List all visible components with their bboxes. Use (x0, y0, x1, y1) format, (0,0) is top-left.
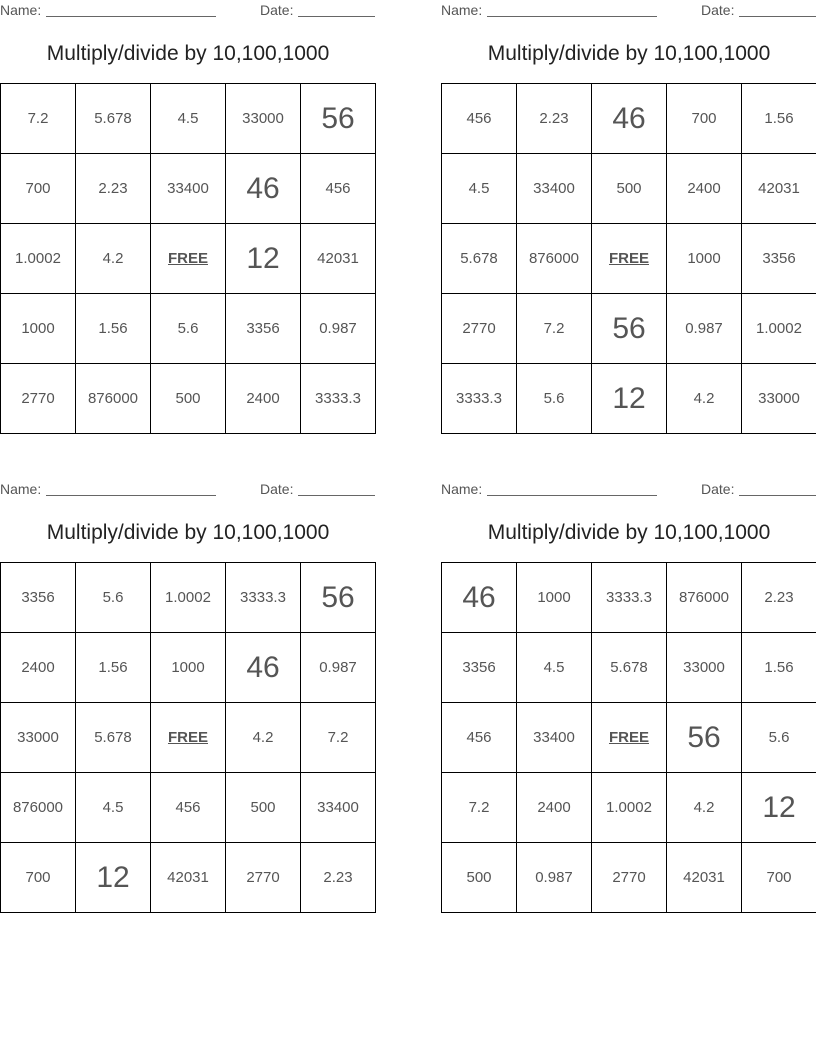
grid-row (442, 224, 816, 294)
grid-cell[interactable]: 4.2 (667, 773, 742, 843)
grid-cell[interactable]: 2400 (226, 364, 301, 434)
date-label: Date: (260, 2, 294, 18)
grid-cell[interactable]: 3333.3 (592, 563, 667, 633)
grid-row (1, 703, 376, 773)
grid-row (442, 563, 816, 633)
bingo-grid (0, 562, 376, 913)
card-title: Multiply/divide by 10,100,1000 (487, 42, 771, 65)
name-line[interactable] (487, 16, 657, 17)
grid-cell[interactable]: 7.2 (442, 773, 517, 843)
date-line[interactable] (298, 16, 375, 17)
grid-cell[interactable]: 1000 (151, 633, 226, 703)
name-line[interactable] (46, 495, 216, 496)
grid-cell[interactable]: 12 (226, 224, 301, 294)
grid-cell[interactable]: 42031 (667, 843, 742, 913)
name-line[interactable] (487, 495, 657, 496)
grid-cell[interactable]: 456 (151, 773, 226, 843)
grid-cell[interactable]: 3356 (442, 633, 517, 703)
grid-cell[interactable]: 3356 (226, 294, 301, 364)
date-line[interactable] (298, 495, 375, 496)
grid-cell[interactable]: 5.678 (76, 703, 151, 773)
grid-cell[interactable]: 5.678 (442, 224, 517, 294)
grid-cell[interactable]: 46 (442, 563, 517, 633)
date-label: Date: (260, 481, 294, 497)
grid-cell[interactable]: 456 (442, 84, 517, 154)
grid-row (1, 294, 376, 364)
grid-cell[interactable]: 5.6 (517, 364, 592, 434)
grid-cell[interactable]: 0.987 (301, 633, 376, 703)
grid-cell[interactable]: 42031 (151, 843, 226, 913)
date-label: Date: (701, 481, 735, 497)
grid-row (1, 224, 376, 294)
grid-cell[interactable]: 2770 (1, 364, 76, 434)
grid-cell[interactable]: 4.5 (517, 633, 592, 703)
grid-row (1, 364, 376, 434)
grid-cell[interactable]: 500 (442, 843, 517, 913)
card-title: Multiply/divide by 10,100,1000 (487, 521, 771, 544)
grid-cell[interactable]: 456 (301, 154, 376, 224)
grid-row (1, 563, 376, 633)
grid-cell[interactable]: 33000 (667, 633, 742, 703)
grid-cell[interactable]: 33000 (226, 84, 301, 154)
grid-cell[interactable]: 4.2 (76, 224, 151, 294)
grid-cell[interactable]: 1000 (517, 563, 592, 633)
grid-cell[interactable]: 33000 (1, 703, 76, 773)
date-line[interactable] (739, 16, 816, 17)
grid-cell[interactable]: 1.56 (76, 294, 151, 364)
grid-row (1, 154, 376, 224)
card-header (441, 0, 816, 20)
card-header (0, 0, 376, 20)
bingo-grid (0, 83, 376, 434)
grid-cell[interactable]: 33000 (742, 364, 816, 434)
grid-cell[interactable]: 3333.3 (226, 563, 301, 633)
grid-cell[interactable]: 46 (592, 84, 667, 154)
grid-cell[interactable]: 500 (151, 364, 226, 434)
grid-cell[interactable]: 56 (592, 294, 667, 364)
grid-cell[interactable]: 2770 (592, 843, 667, 913)
grid-cell[interactable]: 12 (76, 843, 151, 913)
grid-cell[interactable]: 2400 (1, 633, 76, 703)
grid-cell[interactable]: 42031 (301, 224, 376, 294)
grid-cell[interactable]: 500 (226, 773, 301, 843)
grid-cell[interactable]: 3333.3 (301, 364, 376, 434)
bingo-grid (441, 562, 816, 913)
grid-cell[interactable]: 3333.3 (442, 364, 517, 434)
grid-cell[interactable]: 12 (592, 364, 667, 434)
name-line[interactable] (46, 16, 216, 17)
grid-cell[interactable]: 0.987 (667, 294, 742, 364)
free-cell[interactable]: FREE (592, 224, 667, 294)
grid-cell[interactable]: 5.6 (151, 294, 226, 364)
grid-cell[interactable]: 876000 (1, 773, 76, 843)
grid-cell[interactable]: 4.5 (151, 84, 226, 154)
grid-cell[interactable]: 1.56 (76, 633, 151, 703)
card-header (0, 479, 376, 499)
grid-row (442, 364, 816, 434)
name-label: Name: (0, 2, 42, 18)
grid-cell[interactable]: 1.0002 (742, 294, 816, 364)
grid-cell[interactable]: 1000 (1, 294, 76, 364)
grid-row (1, 633, 376, 703)
grid-cell[interactable]: 2400 (517, 773, 592, 843)
grid-cell[interactable]: 33400 (151, 154, 226, 224)
grid-cell[interactable]: 56 (301, 563, 376, 633)
grid-cell[interactable]: 876000 (76, 364, 151, 434)
name-label: Name: (441, 481, 483, 497)
grid-cell[interactable]: 5.678 (592, 633, 667, 703)
grid-cell[interactable]: 12 (742, 773, 816, 843)
grid-cell[interactable]: 500 (592, 154, 667, 224)
grid-cell[interactable]: 700 (1, 843, 76, 913)
card-title: Multiply/divide by 10,100,1000 (46, 521, 330, 544)
grid-row (442, 294, 816, 364)
grid-row (442, 84, 816, 154)
grid-row (442, 703, 816, 773)
grid-cell[interactable]: 1.56 (742, 633, 816, 703)
grid-cell[interactable]: 876000 (517, 224, 592, 294)
card-title: Multiply/divide by 10,100,1000 (46, 42, 330, 65)
grid-cell[interactable]: 7.2 (517, 294, 592, 364)
grid-row (1, 84, 376, 154)
grid-cell[interactable]: 33400 (301, 773, 376, 843)
grid-cell[interactable]: 5.6 (76, 563, 151, 633)
grid-row (442, 843, 816, 913)
grid-cell[interactable]: 7.2 (1, 84, 76, 154)
bingo-grid (441, 83, 816, 434)
grid-cell[interactable]: 0.987 (301, 294, 376, 364)
grid-row (442, 154, 816, 224)
grid-cell[interactable]: 0.987 (517, 843, 592, 913)
grid-cell[interactable]: 876000 (667, 563, 742, 633)
free-cell[interactable]: FREE (151, 224, 226, 294)
grid-cell[interactable]: 42031 (742, 154, 816, 224)
grid-cell[interactable]: 7.2 (301, 703, 376, 773)
free-cell[interactable]: FREE (151, 703, 226, 773)
grid-row (1, 773, 376, 843)
grid-cell[interactable]: 456 (442, 703, 517, 773)
grid-cell[interactable]: 1.0002 (1, 224, 76, 294)
grid-cell[interactable]: 1000 (667, 224, 742, 294)
name-label: Name: (441, 2, 483, 18)
grid-cell[interactable]: 2400 (667, 154, 742, 224)
grid-cell[interactable]: 1.0002 (151, 563, 226, 633)
grid-cell[interactable]: 5.678 (76, 84, 151, 154)
grid-cell[interactable]: 700 (1, 154, 76, 224)
grid-cell[interactable]: 2770 (226, 843, 301, 913)
free-cell[interactable]: FREE (592, 703, 667, 773)
grid-cell[interactable]: 5.6 (742, 703, 816, 773)
grid-cell[interactable]: 4.2 (667, 364, 742, 434)
grid-cell[interactable]: 2.23 (517, 84, 592, 154)
grid-row (442, 773, 816, 843)
date-label: Date: (701, 2, 735, 18)
grid-cell[interactable]: 700 (742, 843, 816, 913)
grid-cell[interactable]: 2.23 (742, 563, 816, 633)
grid-row (442, 633, 816, 703)
grid-cell[interactable]: 700 (667, 84, 742, 154)
grid-cell[interactable]: 3356 (742, 224, 816, 294)
grid-cell[interactable]: 33400 (517, 154, 592, 224)
grid-cell[interactable]: 2.23 (76, 154, 151, 224)
grid-cell[interactable]: 2770 (442, 294, 517, 364)
grid-cell[interactable]: 46 (226, 154, 301, 224)
grid-cell[interactable]: 1.0002 (592, 773, 667, 843)
name-label: Name: (0, 481, 42, 497)
grid-row (1, 843, 376, 913)
date-line[interactable] (739, 495, 816, 496)
grid-cell[interactable]: 56 (667, 703, 742, 773)
grid-cell[interactable]: 56 (301, 84, 376, 154)
card-header (441, 479, 816, 499)
grid-cell[interactable]: 3356 (1, 563, 76, 633)
grid-cell[interactable]: 46 (226, 633, 301, 703)
grid-cell[interactable]: 4.5 (76, 773, 151, 843)
grid-cell[interactable]: 2.23 (301, 843, 376, 913)
grid-cell[interactable]: 4.5 (442, 154, 517, 224)
grid-cell[interactable]: 1.56 (742, 84, 816, 154)
grid-cell[interactable]: 4.2 (226, 703, 301, 773)
grid-cell[interactable]: 33400 (517, 703, 592, 773)
